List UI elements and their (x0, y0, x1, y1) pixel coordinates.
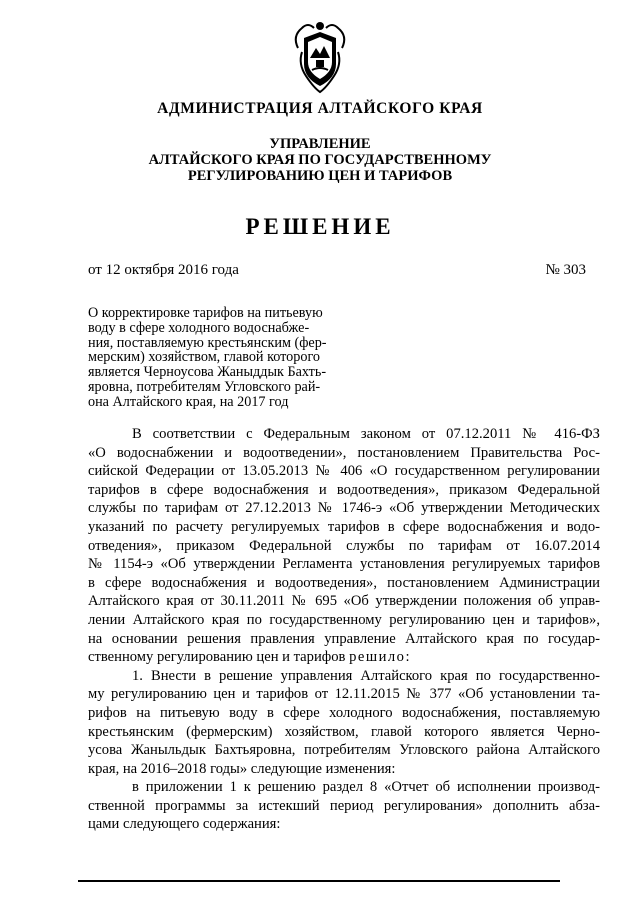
body-line: на основании решения правления управление Алтайского края по государ- (88, 630, 600, 647)
decision-body (88, 425, 600, 834)
body-line: указаний по расчету регулируемых тарифов в сфере водоснабжения и водо- (88, 518, 600, 535)
body-line: рифов на питьевую воду в сфере холодного водоснабжения, поставляемую (88, 704, 600, 721)
body-line: края, на 2016–2018 годы» следующие изменения: (88, 760, 396, 777)
department-line: УПРАВЛЕНИЕ (269, 136, 371, 152)
page-bottom-rule (78, 880, 560, 882)
subject-line: яровна, потребителям Угловского рай- (88, 378, 321, 395)
subject-line: является Черноусова Жаныддык Бахть- (88, 364, 327, 381)
resolved-word: решило: (349, 649, 412, 666)
decision-date: от 12 октября 2016 года (88, 262, 239, 278)
body-line: отведения», приказом Федеральной службы по тарифам от 16.07.2014 (88, 537, 600, 554)
decision-number: № 303 (545, 262, 586, 278)
subject-line: она Алтайского края, на 2017 год (88, 393, 289, 410)
subject-line: О корректировке тарифов на питьевую (88, 305, 323, 321)
body-line: му регулированию цен и тарифов от 12.11.2015 № 377 «Об установлении та- (88, 686, 600, 703)
agency-title: АДМИНИСТРАЦИЯ АЛТАЙСКОГО КРАЯ (157, 100, 483, 117)
body-line: Алтайского края от 30.11.2011 № 695 «Об утверждении положения об управ- (88, 593, 600, 610)
body-line: В соответствии с Федеральным законом от 07.12.2011 № 416-ФЗ (132, 426, 600, 442)
body-line: крестьянским (фермерским) хозяйством, главой которого является Черно- (88, 723, 600, 740)
body-line: в сфере водоснабжения и водоотведения», постановлением Администрации (88, 574, 600, 591)
subject-line: мерским) хозяйством, главой которого (88, 349, 321, 366)
department-line: АЛТАЙСКОГО КРАЯ ПО ГОСУДАРСТВЕННОМУ (148, 152, 492, 168)
body-line: усова Жаныльдык Бахтьяровна, потребителям Угловского района Алтайского (88, 742, 600, 759)
department-line: РЕГУЛИРОВАНИЮ ЦЕН И ТАРИФОВ (187, 168, 453, 184)
subject-line: воду в сфере холодного водоснабже- (88, 319, 310, 336)
body-line: 1. Внести в решение управления Алтайского края по государственно- (132, 667, 600, 684)
body-line: сийской Федерации от 13.05.2013 № 406 «О государственном регулировании (88, 463, 600, 480)
department-title (0, 136, 640, 184)
body-line: № 1154-э «Об утверждении Регламента установления регулируемых тарифов (88, 556, 600, 573)
document-type-heading: РЕШЕНИЕ (245, 214, 395, 239)
coat-of-arms-emblem (288, 18, 352, 96)
body-line: службы по тарифам от 27.12.2013 № 1746-э «Об утверждении Методических (88, 500, 600, 517)
decision-subject (88, 306, 352, 410)
subject-line: ния, поставляемую крестьянским (фер- (88, 334, 327, 351)
body-line: «О водоснабжении и водоотведении», постановлением Правительства Рос- (88, 444, 600, 461)
body-line: лении Алтайского края по государственному регулированию цен и тарифов», (88, 611, 600, 628)
body-line-with-resolution (88, 648, 600, 667)
body-line: в приложении 1 к решению раздел 8 «Отчет об исполнении производ- (132, 779, 600, 796)
body-line: ственной программы за истекший период регулирования» дополнить абза- (88, 797, 600, 814)
body-line: цами следующего содержания: (88, 816, 281, 833)
body-line: ственному регулированию цен и тарифов (88, 649, 346, 666)
body-line: тарифов в сфере водоснабжения и водоотведения», приказом Федеральной (88, 481, 600, 498)
